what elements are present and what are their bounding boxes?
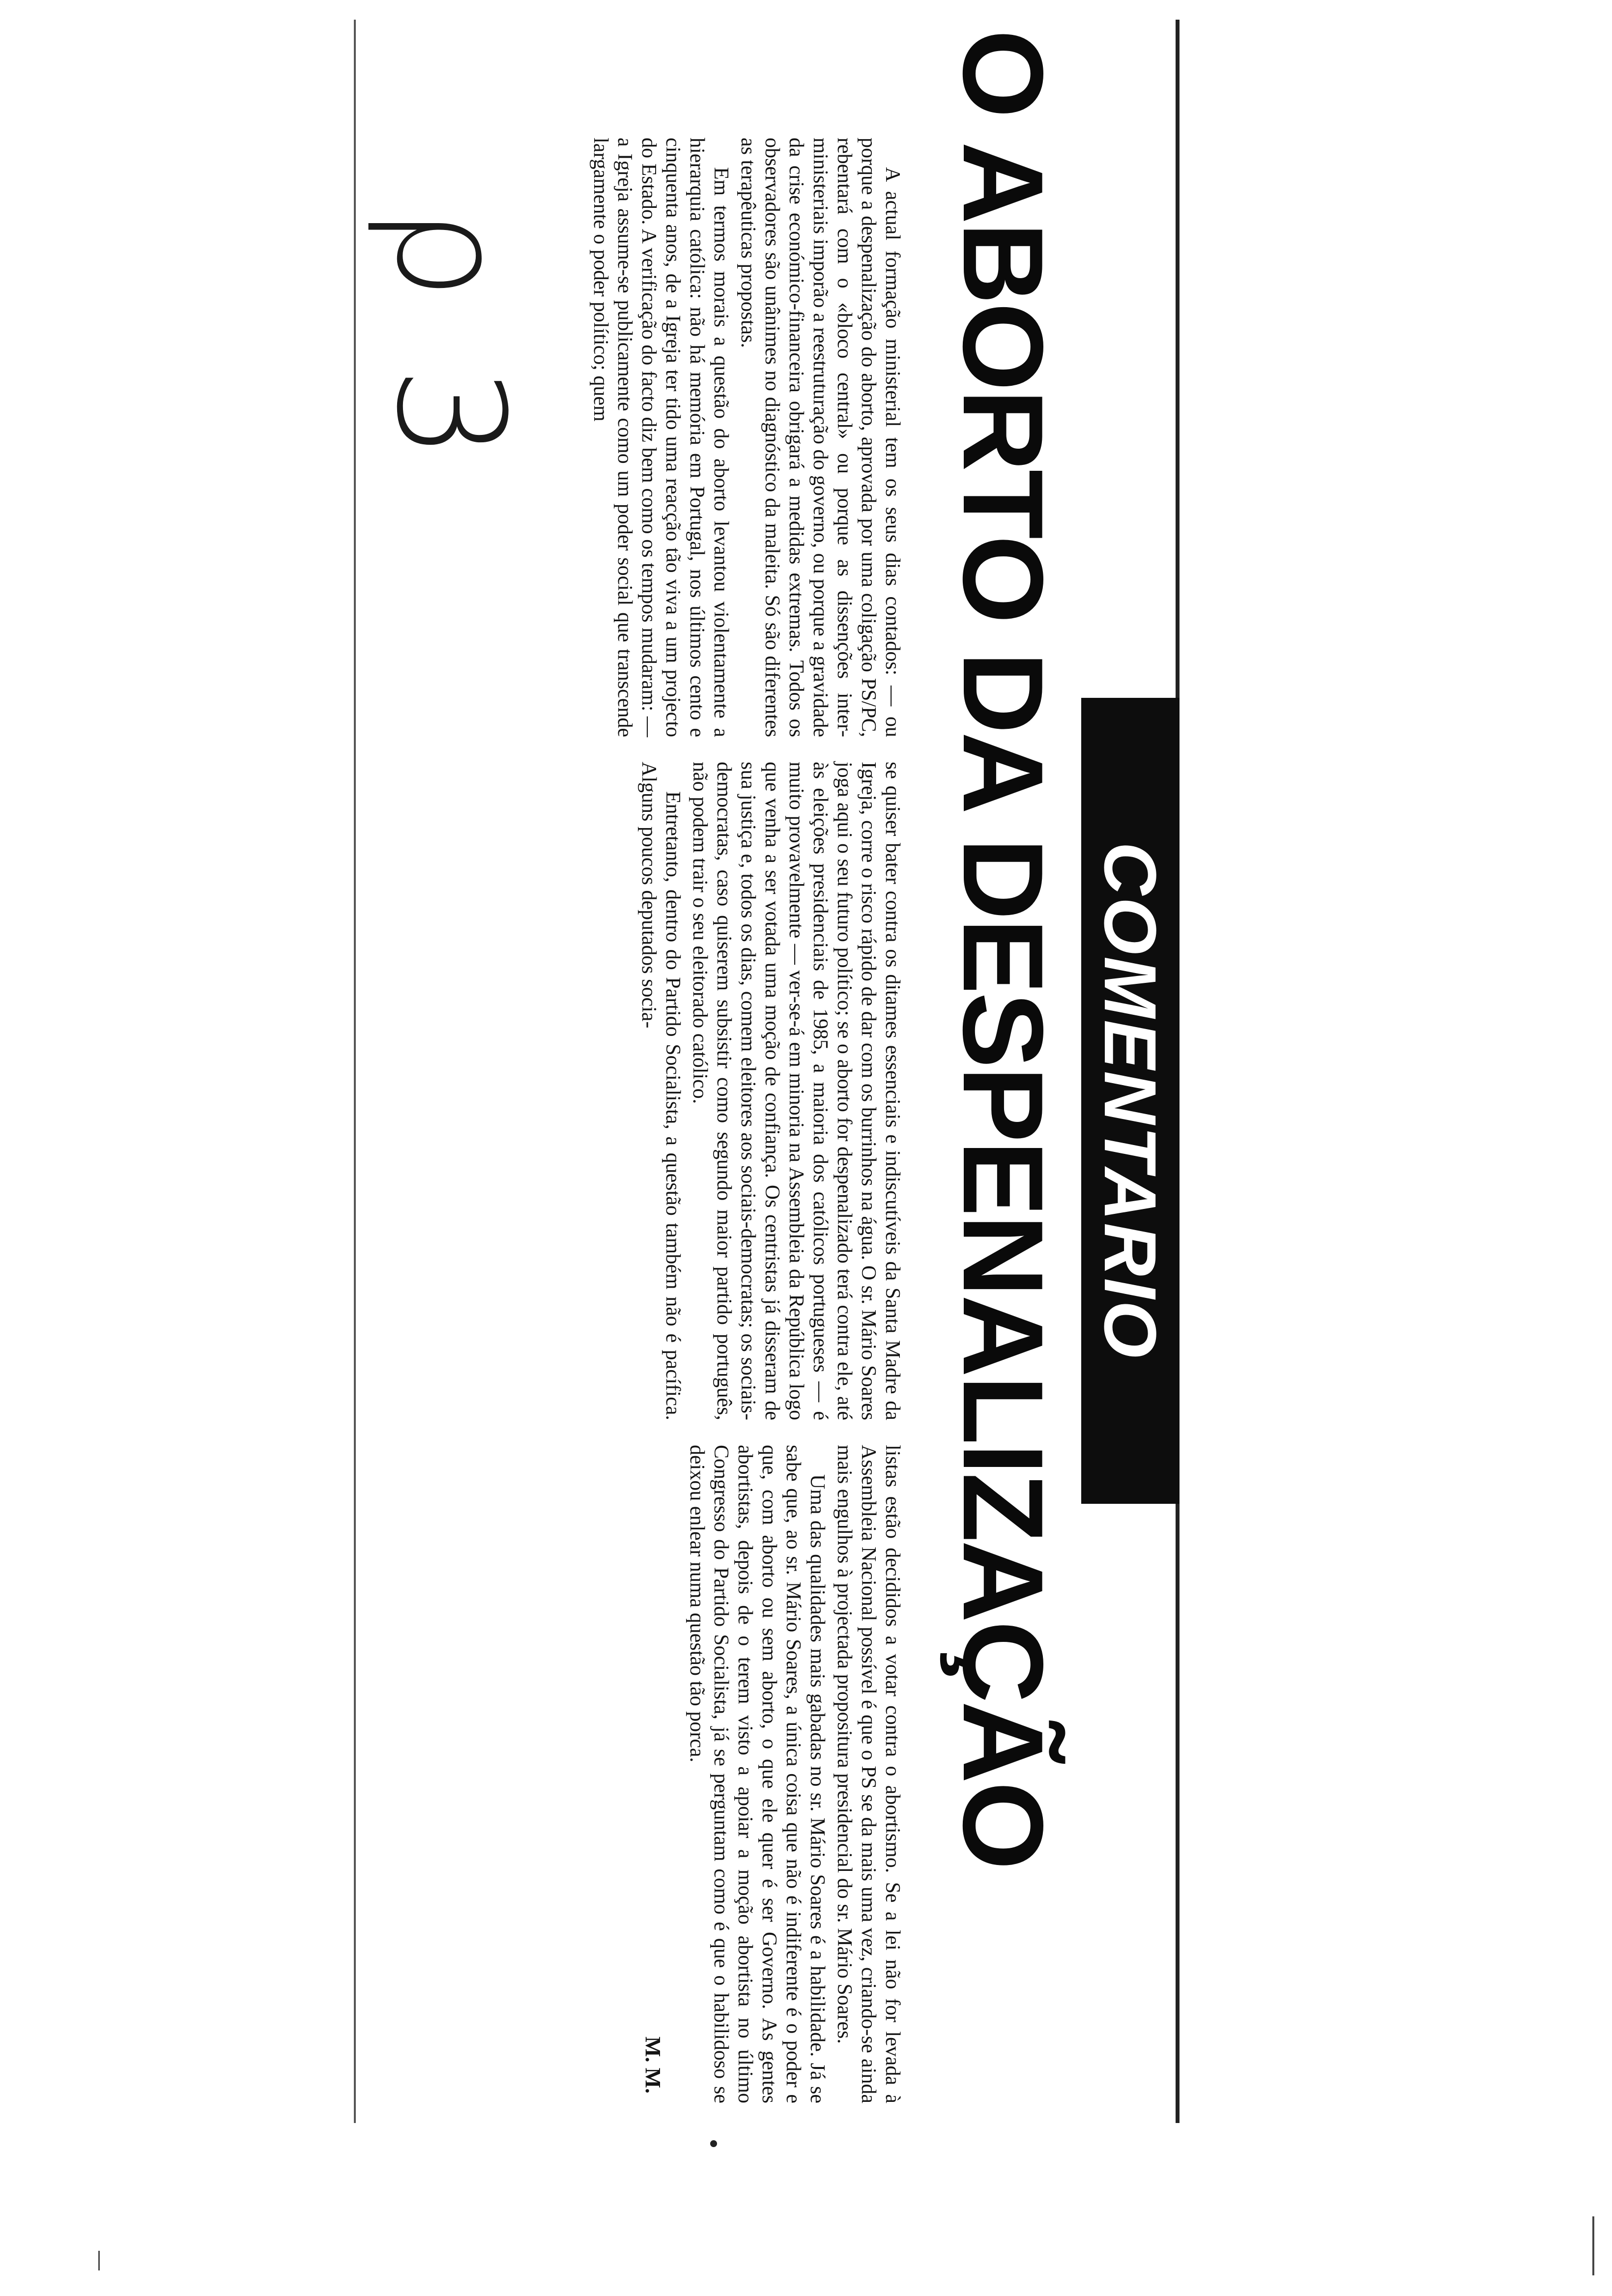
paragraph: listas estão decididos a votar contra o abortismo. Se a lei não for levada à Assembleia Nacional possível é que o PS se da mais uma vez, criando-se ainda mais engulhos à projectada propositura presidencial do sr. Mário Soares.: [833, 1445, 904, 2103]
paragraph: se quiser bater contra os ditames essenciais e indiscutíveis da Santa Madre da Igreja, corre o risco rápido de dar com os burrinhos na água. O sr. Mário Soares joga aqui o seu futuro político; se o aborto for despenalizado terá contra ele, até às eleições presidenciais de 1985, a maioria dos católicos portugueses — é muito provavelmente — ver-se-á em minoria na Assembleia da República logo que venha a ser votada uma moção de confiança. Os centristas já disseram de sua justiça e, todos os dias, comem eleitores aos sociais-democratas; os sociais-democratas, caso quiserem subsistir como segundo maior partido português, não podem trair o seu eleitorado católico.: [689, 762, 904, 1420]
paragraph: Uma das qualidades mais gabadas no sr. Mário Soares é a habilidade. Já se sabe que, ao sr. Mário Soares, a única coisa que não é indiferente é o poder e que, com aborto ou sem aborto, o que ele quer é ser Governo. As gentes abortistas, depois de o terem visto a apoiar a moção abortista no último Congresso do Partido Socialista, já se perguntam como é que o habilidoso se deixou enlear numa questão tão porca.: [686, 1445, 829, 2103]
article-body: [403, 138, 904, 2103]
section-label: COMENTARIO: [1089, 842, 1172, 1360]
author-signature: M. M.: [641, 2036, 665, 2094]
article-column-3: [403, 1445, 904, 2103]
article-column-1: [403, 138, 904, 737]
scan-edge-mark: [98, 2251, 100, 2270]
article-column-2: [403, 762, 904, 1420]
ink-dot: [710, 2140, 717, 2147]
section-badge: [1081, 698, 1180, 1504]
paragraph: A actual formação ministerial tem os seus dias contados: — ou porque a despenalização do aborto, aprovada por uma coligação PS/PC, rebentará com o «bloco central» ou porque as dissenções inter-ministeriais imporão a reestruturação do governo, ou porque a gravidade da crise económico-financeira obrigará a medidas extremas. Todos os observadores são unânimes no diagnóstico da maleita. Só são diferentes as terapêuticas propostas.: [737, 138, 904, 737]
headline: O ABORTO DA DESPENALIZAÇÃO: [939, 29, 1066, 1868]
clipping-bottom-edge: [354, 20, 356, 2123]
handwritten-annotation: ρ 3: [364, 206, 536, 470]
newspaper-clipping: [354, 20, 1180, 2123]
scan-edge-mark: [1592, 2216, 1594, 2275]
paragraph: Entretanto, dentro do Partido Socialista, a questão também não é pacífica. Alguns poucos deputados socia-: [637, 762, 684, 1420]
paragraph: Em termos morais a questão do aborto levantou violentamente a hierarquia católica: não há memória em Portugal, nos últimos cento e cinquenta anos, de a Igreja ter tido uma reacção tão viva a um projecto do Estado. A verificação do facto diz bem como os tempos mudaram: — a Igreja assume-se publicamente como um poder social que transcende largamente o poder político; quem: [589, 138, 732, 737]
